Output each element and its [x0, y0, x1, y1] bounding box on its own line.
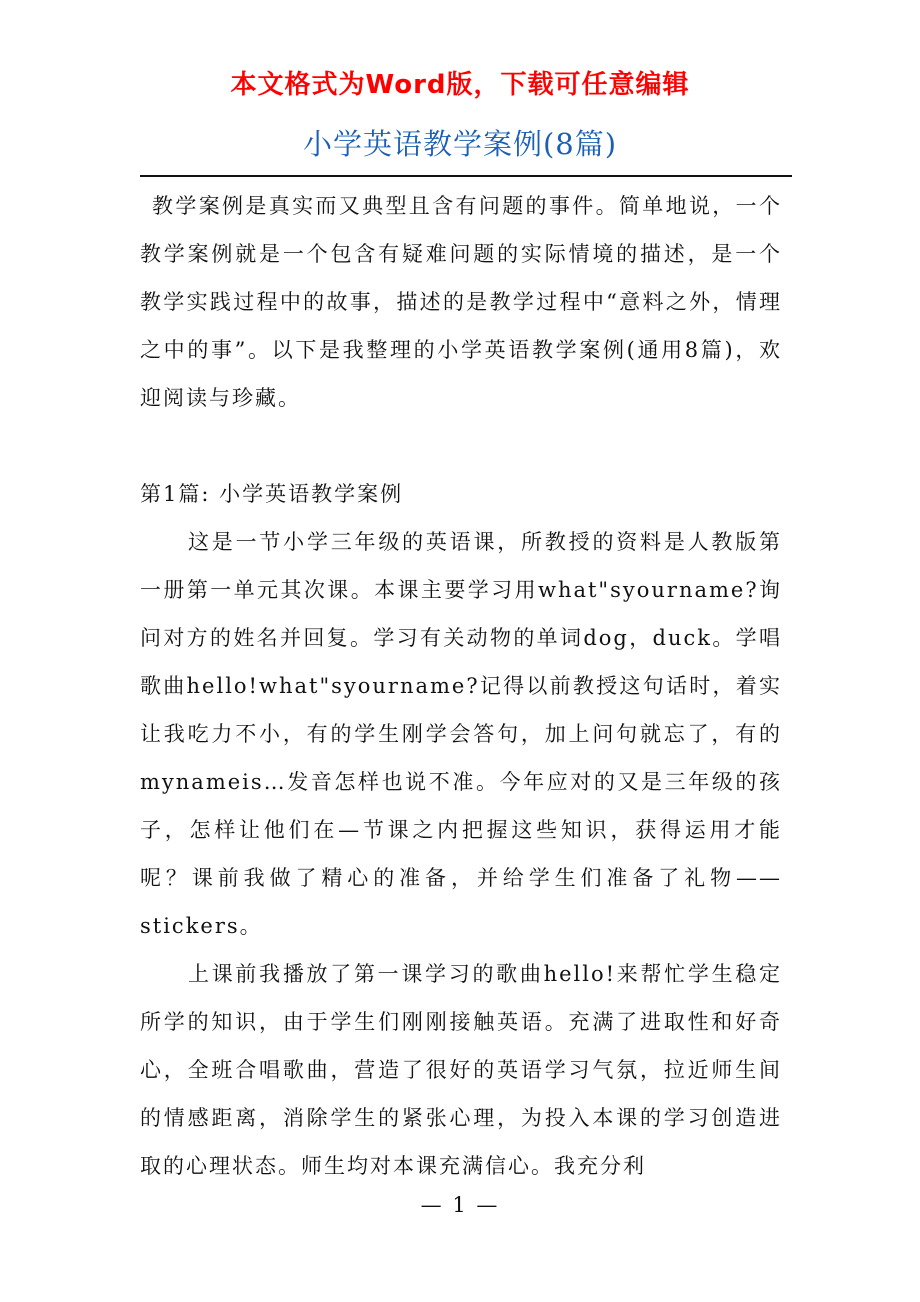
section-heading: 第1篇: 小学英语教学案例 — [140, 482, 404, 506]
title-divider — [140, 175, 792, 177]
body-paragraph: 上课前我播放了第一课学习的歌曲hello!来帮忙学生稳定所学的知识，由于学生们刚刚接触英语。充满了进取性和好奇心，全班合唱歌曲，营造了很好的英语学习气氛，拉近师生间的情感距离，消除学生的紧张心理，为投入本课的学习创造进取的心理状态。师生均对本课充满信心。我充分利 — [140, 962, 782, 1178]
body-paragraph: 这是一节小学三年级的英语课，所教授的资料是人教版第一册第一单元其次课。本课主要学习用what"syourname?询问对方的姓名并回复。学习有关动物的单词dog，duck。学唱歌曲hello!what"syourname?记得以前教授这句话时，着实让我吃力不小，有的学生刚学会答句，加上问句就忘了，有的mynameis…发音怎样也说不准。今年应对的又是三年级的孩子，怎样让他们在—节课之内把握这些知识，获得运用才能呢？课前我做了精心的准备，并给学生们准备了礼物——stickers。 — [140, 530, 782, 938]
document-title: 小学英语教学案例(8篇) — [302, 127, 618, 161]
page-number: — 1 — — [420, 1193, 500, 1217]
editable-notice-banner: 本文格式为Word版，下载可任意编辑 — [230, 70, 690, 100]
intro-paragraph: 教学案例是真实而又典型且含有问题的事件。简单地说，一个教学案例就是一个包含有疑难问题的实际情境的描述，是一个教学实践过程中的故事，描述的是教学过程中“意料之外，情理之中的事”。以下是我整理的小学英语教学案例(通用8篇)，欢迎阅读与珍藏。 — [140, 194, 782, 410]
